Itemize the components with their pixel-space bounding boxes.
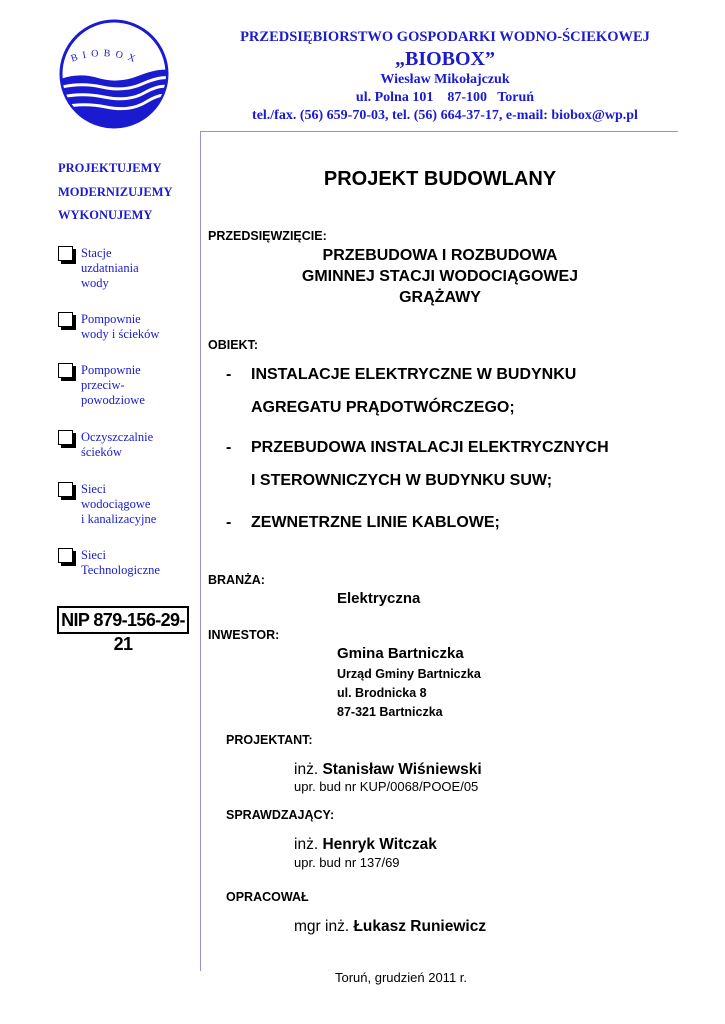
heading-modernize: MODERNIZUJEMY: [58, 184, 173, 199]
prepared-label: OPRACOWAŁ: [226, 890, 309, 904]
object-item-line: ZEWNETRZNE LINIE KABLOWE;: [251, 514, 500, 531]
service-label: Pompownie przeciw- powodziowe: [81, 363, 145, 407]
brand-name: „BIOBOX”: [394, 48, 496, 70]
investor-details: [337, 665, 481, 722]
prepared-name: [294, 918, 486, 936]
company-contact: tel./fax. (56) 659-70-03, tel. (56) 664-37-17, e-mail: biobox@wp.pl: [252, 108, 638, 123]
page-title: PROJEKT BUDOWLANY: [323, 168, 557, 190]
object-item-line: INSTALACJE ELEKTRYCZNE W BUDYNKU: [251, 366, 577, 383]
investor-office: Urząd Gminy Bartniczka: [337, 667, 481, 681]
object-item-line: PRZEBUDOWA INSTALACJI ELEKTRYCZNYCH: [251, 439, 609, 456]
designer-title: inż.: [294, 761, 319, 778]
designer-label: PROJEKTANT:: [226, 733, 313, 747]
branch-label: BRANŻA:: [208, 573, 265, 587]
checker-name: [294, 836, 437, 854]
prepared-title: mgr inż.: [294, 918, 350, 935]
checkbox-bullet-icon: [58, 312, 73, 327]
investor-postal: 87-321 Bartniczka: [337, 705, 443, 719]
sidebar-headings: [58, 157, 173, 228]
checkbox-bullet-icon: [58, 482, 73, 497]
undertaking-label: PRZEDSIĘWZIĘCIE:: [208, 229, 327, 243]
service-label: Pompownie wody i ścieków: [81, 312, 160, 341]
company-address: ul. Polna 101 87-100 Toruń: [355, 90, 535, 105]
service-label: Oczyszczalnie ścieków: [81, 430, 154, 459]
heading-design: PROJEKTUJEMY: [58, 161, 162, 175]
list-dash: -: [226, 366, 232, 383]
footer-place-date: Toruń, grudzień 2011 r.: [335, 970, 468, 985]
nip-box: NIP 879-156-29-21: [57, 606, 189, 634]
owner-name: Wiesław Mikołajczuk: [380, 72, 510, 87]
service-label: Sieci wodociągowe i kanalizacyjne: [81, 482, 157, 526]
checker-title: inż.: [294, 836, 319, 853]
object-label: OBIEKT:: [208, 338, 258, 352]
checker-permit: upr. bud nr 137/69: [294, 855, 400, 870]
list-dash: -: [226, 439, 232, 456]
investor-street: ul. Brodnicka 8: [337, 686, 427, 700]
investor-label: INWESTOR:: [208, 628, 280, 642]
logo-text: BIOBOX: [69, 47, 142, 67]
prepared-fullname: Łukasz Runiewicz: [353, 918, 487, 935]
investor-name: Gmina Bartniczka: [337, 645, 464, 662]
designer-name: [294, 761, 482, 779]
company-name: PRZEDSIĘBIORSTWO GOSPODARKI WODNO-ŚCIEKOWEJ: [240, 29, 650, 45]
object-item-line: AGREGATU PRĄDOTWÓRCZEGO;: [251, 399, 515, 416]
service-label: Stacje uzdatniania wody: [81, 246, 139, 290]
undertaking-line: PRZEBUDOWA I ROZBUDOWA: [322, 247, 558, 264]
object-item-line: I STEROWNICZYCH W BUDYNKU SUW;: [251, 472, 553, 489]
undertaking-line: GRĄŻAWY: [399, 289, 481, 306]
company-logo: [58, 18, 170, 130]
company-header: [200, 28, 690, 125]
branch-value: Elektryczna: [337, 590, 421, 607]
checker-fullname: Henryk Witczak: [322, 836, 437, 853]
header-divider: [200, 131, 678, 132]
undertaking-line: GMINNEJ STACJI WODOCIĄGOWEJ: [301, 268, 579, 285]
undertaking-description: [200, 245, 680, 308]
checkbox-bullet-icon: [58, 548, 73, 563]
designer-fullname: Stanisław Wiśniewski: [322, 761, 482, 778]
service-label: Sieci Technologiczne: [81, 548, 160, 577]
checker-label: SPRAWDZAJĄCY:: [226, 808, 335, 822]
checkbox-bullet-icon: [58, 363, 73, 378]
checkbox-bullet-icon: [58, 246, 73, 261]
checkbox-bullet-icon: [58, 430, 73, 445]
heading-execute: WYKONUJEMY: [58, 208, 153, 222]
designer-permit: upr. bud nr KUP/0068/POOE/05: [294, 779, 479, 794]
list-dash: -: [226, 514, 232, 531]
